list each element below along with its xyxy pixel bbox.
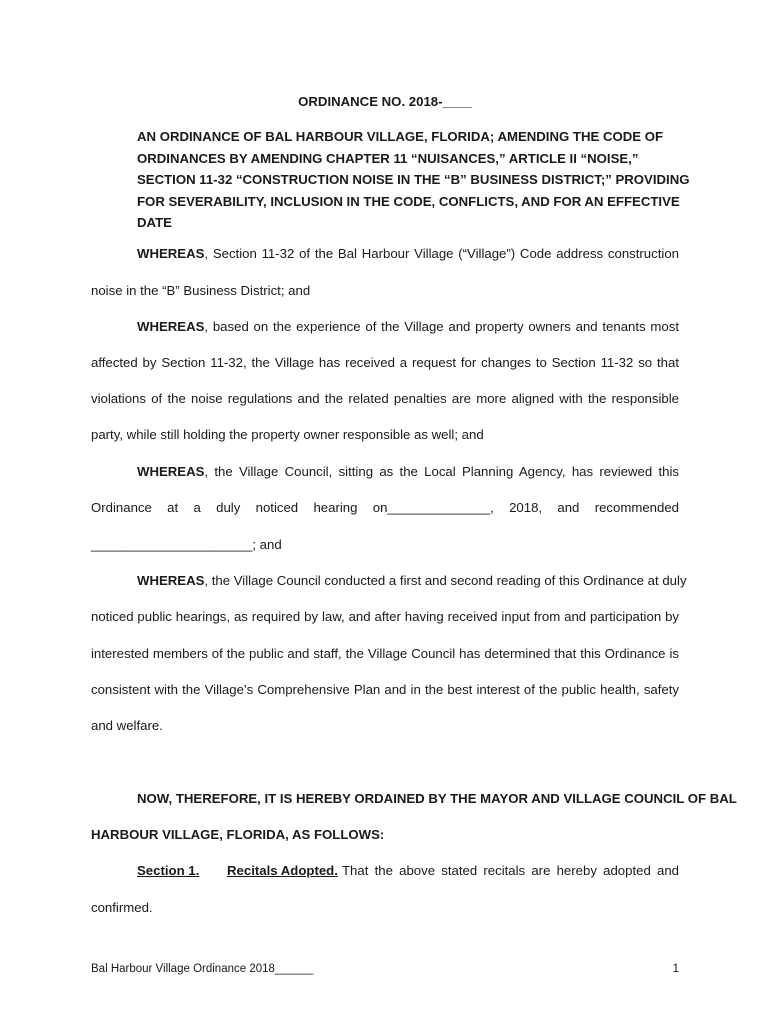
ordinance-title: ORDINANCE NO. 2018-____: [298, 94, 472, 109]
paragraph-2-line-2: affected by Section 11-32, the Village has received a request for changes to Section 11-32 so that: [91, 355, 679, 370]
now-therefore-line-2: HARBOUR VILLAGE, FLORIDA, AS FOLLOWS:: [91, 827, 385, 842]
paragraph-3-line-1: [137, 464, 679, 479]
paragraph-4-line-5: and welfare.: [91, 718, 163, 733]
paragraph-text: , based on the experience of the Village and property owners and tenants most: [204, 319, 679, 334]
whereas-label: WHEREAS: [137, 246, 205, 261]
paragraph-text: , the Village Council conducted a first and second reading of this Ordinance at duly: [204, 573, 687, 588]
paragraph-3-line-2: Ordinance at a duly noticed hearing on______________, 2018, and recommended: [91, 500, 679, 515]
section-1-line-2: confirmed.: [91, 900, 153, 915]
paragraph-text: , Section 11-32 of the Bal Harbour Village (“Village”) Code address construction: [204, 246, 679, 261]
section-1-label: Section 1.: [137, 863, 200, 878]
heading-line: ORDINANCES BY AMENDING CHAPTER 11 “NUISANCES,” ARTICLE II “NOISE,”: [137, 150, 639, 166]
whereas-label: WHEREAS: [137, 573, 205, 588]
paragraph-1-line-2: noise in the “B” Business District; and: [91, 283, 311, 298]
whereas-label: WHEREAS: [137, 464, 205, 479]
paragraph-4-line-3: interested members of the public and staff, the Village Council has determined that this Ordinance is: [91, 646, 679, 661]
paragraph-4-line-2: noticed public hearings, as required by law, and after having received input from and participation by: [91, 609, 679, 624]
heading-line: FOR SEVERABILITY, INCLUSION IN THE CODE, CONFLICTS, AND FOR AN EFFECTIVE: [137, 193, 680, 209]
paragraph-2-line-3: violations of the noise regulations and the related penalties are more aligned with the responsible: [91, 391, 679, 406]
heading-line: DATE: [137, 215, 172, 230]
paragraph-4-line-4: consistent with the Village’s Comprehensive Plan and in the best interest of the public health, safety: [91, 682, 679, 697]
page-number: 1: [672, 963, 679, 975]
section-1-text: That the above stated recitals are hereby adopted and: [342, 863, 679, 878]
now-therefore-line-1: NOW, THEREFORE, IT IS HEREBY ORDAINED BY THE MAYOR AND VILLAGE COUNCIL OF BAL: [137, 791, 737, 806]
section-1-title: Recitals Adopted.: [227, 863, 338, 878]
heading-line: SECTION 11-32 “CONSTRUCTION NOISE IN THE “B” BUSINESS DISTRICT;” PROVIDING: [137, 172, 690, 187]
footer-title: Bal Harbour Village Ordinance 2018______: [91, 963, 314, 975]
heading-line: AN ORDINANCE OF BAL HARBOUR VILLAGE, FLORIDA; AMENDING THE CODE OF: [137, 129, 664, 144]
paragraph-2-line-1: [137, 319, 679, 334]
paragraph-text: , the Village Council, sitting as the Local Planning Agency, has reviewed this: [204, 464, 679, 479]
paragraph-4-line-1: [137, 573, 687, 588]
paragraph-2-line-4: party, while still holding the property owner responsible as well; and: [91, 427, 484, 442]
paragraph-1-line-1: [137, 246, 679, 261]
paragraph-3-line-3: ______________________; and: [91, 537, 282, 552]
ordinance-heading: [137, 126, 690, 234]
whereas-label: WHEREAS: [137, 319, 205, 334]
